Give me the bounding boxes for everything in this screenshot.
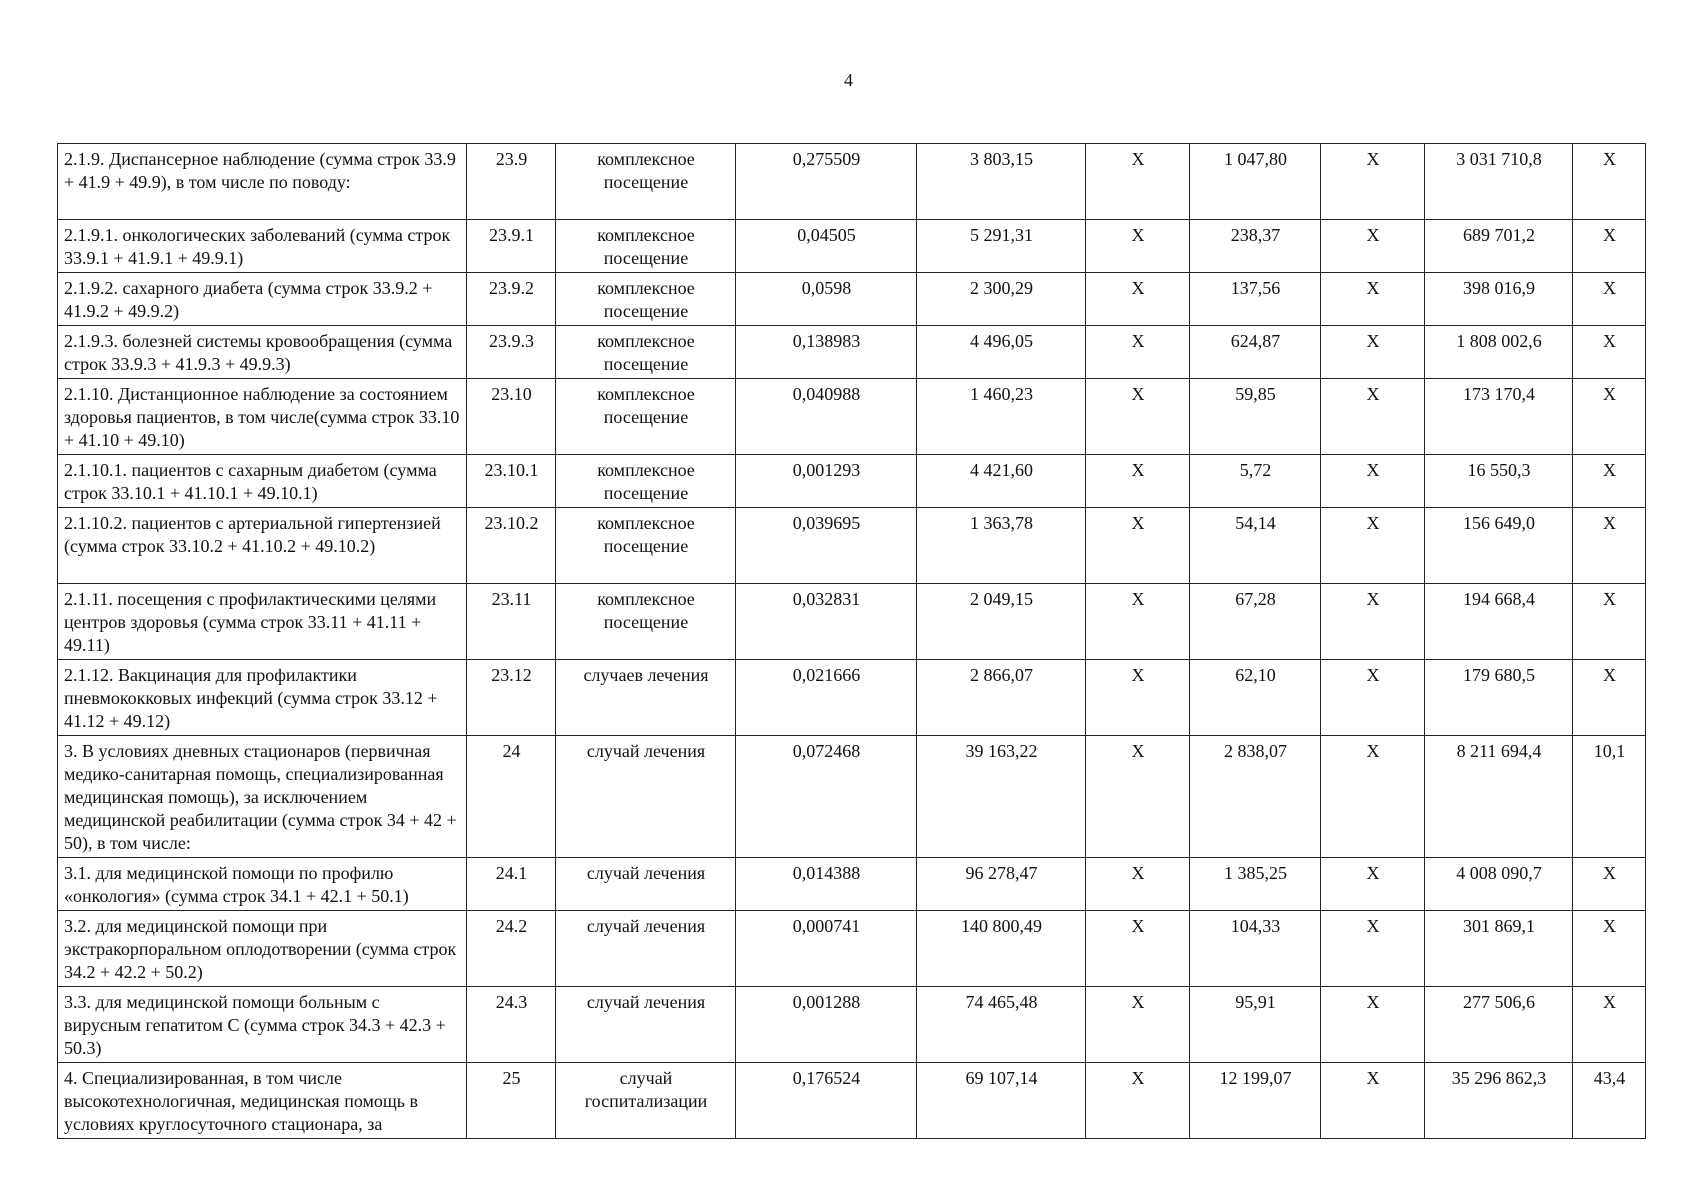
total-cell: 689 701,2 [1425, 220, 1573, 273]
norm-cell: 0,039695 [736, 508, 917, 584]
x-mark-cell: Х [1086, 220, 1190, 273]
line-number-cell: 23.10.2 [467, 508, 556, 584]
x-mark-cell: Х [1086, 736, 1190, 858]
table-row [58, 455, 1646, 508]
table-row [58, 736, 1646, 858]
page-number: 4 [844, 70, 853, 90]
x-mark-cell: Х [1321, 326, 1425, 379]
row-name-cell: 2.1.11. посещения с профилактическими целями центров здоровья (сумма строк 33.11 + 41.11 + 49.11) [58, 584, 467, 660]
share-cell: Х [1573, 660, 1646, 736]
share-cell: 10,1 [1573, 736, 1646, 858]
total-cell: 301 869,1 [1425, 911, 1573, 987]
table-row [58, 858, 1646, 911]
x-mark-cell: Х [1321, 911, 1425, 987]
x-mark-cell: Х [1086, 911, 1190, 987]
line-number-cell: 23.9.2 [467, 273, 556, 326]
norm-cell: 0,275509 [736, 144, 917, 220]
norm-cell: 0,0598 [736, 273, 917, 326]
unit-cell: случай лечения [556, 911, 736, 987]
cost-cell: 3 803,15 [917, 144, 1086, 220]
line-number-cell: 24 [467, 736, 556, 858]
per-capita-cell: 624,87 [1190, 326, 1321, 379]
share-cell: Х [1573, 987, 1646, 1063]
share-cell: 43,4 [1573, 1063, 1646, 1139]
per-capita-cell: 238,37 [1190, 220, 1321, 273]
table-row [58, 584, 1646, 660]
row-name-cell: 2.1.10.1. пациентов с сахарным диабетом (сумма строк 33.10.1 + 41.10.1 + 49.10.1) [58, 455, 467, 508]
norm-cell: 0,000741 [736, 911, 917, 987]
unit-cell: комплексное посещение [556, 326, 736, 379]
x-mark-cell: Х [1321, 858, 1425, 911]
share-cell: Х [1573, 858, 1646, 911]
line-number-cell: 24.3 [467, 987, 556, 1063]
share-cell: Х [1573, 144, 1646, 220]
per-capita-cell: 5,72 [1190, 455, 1321, 508]
unit-cell: комплексное посещение [556, 144, 736, 220]
norm-cell: 0,001293 [736, 455, 917, 508]
data-table [57, 143, 1646, 1139]
total-cell: 398 016,9 [1425, 273, 1573, 326]
norm-cell: 0,072468 [736, 736, 917, 858]
unit-cell: комплексное посещение [556, 455, 736, 508]
row-name-cell: 2.1.12. Вакцинация для профилактики пневмококковых инфекций (сумма строк 33.12 + 41.12 + 49.12) [58, 660, 467, 736]
table-row [58, 326, 1646, 379]
row-name-cell: 2.1.10.2. пациентов с артериальной гипертензией (сумма строк 33.10.2 + 41.10.2 + 49.10.2) [58, 508, 467, 584]
total-cell: 16 550,3 [1425, 455, 1573, 508]
unit-cell: комплексное посещение [556, 379, 736, 455]
x-mark-cell: Х [1086, 455, 1190, 508]
line-number-cell: 23.9 [467, 144, 556, 220]
per-capita-cell: 95,91 [1190, 987, 1321, 1063]
norm-cell: 0,04505 [736, 220, 917, 273]
table-row [58, 144, 1646, 220]
row-name-cell: 2.1.9.1. онкологических заболеваний (сумма строк 33.9.1 + 41.9.1 + 49.9.1) [58, 220, 467, 273]
x-mark-cell: Х [1086, 273, 1190, 326]
cost-cell: 4 421,60 [917, 455, 1086, 508]
unit-cell: случаев лечения [556, 660, 736, 736]
per-capita-cell: 2 838,07 [1190, 736, 1321, 858]
cost-cell: 69 107,14 [917, 1063, 1086, 1139]
unit-cell: комплексное посещение [556, 220, 736, 273]
line-number-cell: 24.2 [467, 911, 556, 987]
line-number-cell: 23.9.1 [467, 220, 556, 273]
per-capita-cell: 104,33 [1190, 911, 1321, 987]
line-number-cell: 25 [467, 1063, 556, 1139]
x-mark-cell: Х [1086, 508, 1190, 584]
norm-cell: 0,040988 [736, 379, 917, 455]
x-mark-cell: Х [1086, 326, 1190, 379]
unit-cell: случай лечения [556, 858, 736, 911]
x-mark-cell: Х [1086, 1063, 1190, 1139]
norm-cell: 0,021666 [736, 660, 917, 736]
norm-cell: 0,032831 [736, 584, 917, 660]
table-row [58, 660, 1646, 736]
table-row [58, 273, 1646, 326]
share-cell: Х [1573, 508, 1646, 584]
per-capita-cell: 137,56 [1190, 273, 1321, 326]
line-number-cell: 24.1 [467, 858, 556, 911]
share-cell: Х [1573, 379, 1646, 455]
total-cell: 1 808 002,6 [1425, 326, 1573, 379]
x-mark-cell: Х [1321, 220, 1425, 273]
table-row [58, 220, 1646, 273]
row-name-cell: 3.2. для медицинской помощи при экстракорпоральном оплодотворении (сумма строк 34.2 + 42.2 + 50.2) [58, 911, 467, 987]
line-number-cell: 23.12 [467, 660, 556, 736]
cost-cell: 1 460,23 [917, 379, 1086, 455]
x-mark-cell: Х [1321, 987, 1425, 1063]
row-name-cell: 3. В условиях дневных стационаров (первичная медико-санитарная помощь, специализированная медицинская помощь), за исключением медицинской реабилитации (сумма строк 34 + 42 + 50), в том числе: [58, 736, 467, 858]
x-mark-cell: Х [1086, 144, 1190, 220]
line-number-cell: 23.10.1 [467, 455, 556, 508]
x-mark-cell: Х [1086, 660, 1190, 736]
x-mark-cell: Х [1321, 736, 1425, 858]
table-row [58, 911, 1646, 987]
row-name-cell: 4. Специализированная, в том числе высокотехнологичная, медицинская помощь в условиях круглосуточного стационара, за [58, 1063, 467, 1139]
cost-cell: 2 049,15 [917, 584, 1086, 660]
row-name-cell: 2.1.9. Диспансерное наблюдение (сумма строк 33.9 + 41.9 + 49.9), в том числе по поводу: [58, 144, 467, 220]
unit-cell: комплексное посещение [556, 584, 736, 660]
share-cell: Х [1573, 273, 1646, 326]
cost-cell: 2 866,07 [917, 660, 1086, 736]
per-capita-cell: 59,85 [1190, 379, 1321, 455]
share-cell: Х [1573, 584, 1646, 660]
x-mark-cell: Х [1321, 273, 1425, 326]
row-name-cell: 2.1.9.2. сахарного диабета (сумма строк 33.9.2 + 41.9.2 + 49.9.2) [58, 273, 467, 326]
cost-cell: 96 278,47 [917, 858, 1086, 911]
unit-cell: комплексное посещение [556, 508, 736, 584]
cost-cell: 140 800,49 [917, 911, 1086, 987]
per-capita-cell: 1 385,25 [1190, 858, 1321, 911]
x-mark-cell: Х [1321, 584, 1425, 660]
x-mark-cell: Х [1086, 379, 1190, 455]
total-cell: 35 296 862,3 [1425, 1063, 1573, 1139]
x-mark-cell: Х [1321, 144, 1425, 220]
per-capita-cell: 1 047,80 [1190, 144, 1321, 220]
line-number-cell: 23.9.3 [467, 326, 556, 379]
total-cell: 156 649,0 [1425, 508, 1573, 584]
total-cell: 173 170,4 [1425, 379, 1573, 455]
cost-cell: 39 163,22 [917, 736, 1086, 858]
x-mark-cell: Х [1086, 584, 1190, 660]
row-name-cell: 3.3. для медицинской помощи больным с вирусным гепатитом С (сумма строк 34.3 + 42.3 + 50.3) [58, 987, 467, 1063]
total-cell: 194 668,4 [1425, 584, 1573, 660]
x-mark-cell: Х [1321, 1063, 1425, 1139]
norm-cell: 0,176524 [736, 1063, 917, 1139]
x-mark-cell: Х [1321, 508, 1425, 584]
row-name-cell: 2.1.10. Дистанционное наблюдение за состоянием здоровья пациентов, в том числе(сумма строк 33.10 + 41.10 + 49.10) [58, 379, 467, 455]
per-capita-cell: 54,14 [1190, 508, 1321, 584]
cost-cell: 4 496,05 [917, 326, 1086, 379]
norm-cell: 0,138983 [736, 326, 917, 379]
norm-cell: 0,001288 [736, 987, 917, 1063]
total-cell: 4 008 090,7 [1425, 858, 1573, 911]
table-row [58, 987, 1646, 1063]
cost-cell: 2 300,29 [917, 273, 1086, 326]
unit-cell: случай лечения [556, 736, 736, 858]
share-cell: Х [1573, 326, 1646, 379]
x-mark-cell: Х [1086, 987, 1190, 1063]
x-mark-cell: Х [1321, 379, 1425, 455]
x-mark-cell: Х [1321, 660, 1425, 736]
table-row [58, 1063, 1646, 1139]
total-cell: 179 680,5 [1425, 660, 1573, 736]
line-number-cell: 23.10 [467, 379, 556, 455]
cost-cell: 74 465,48 [917, 987, 1086, 1063]
per-capita-cell: 62,10 [1190, 660, 1321, 736]
per-capita-cell: 67,28 [1190, 584, 1321, 660]
per-capita-cell: 12 199,07 [1190, 1063, 1321, 1139]
total-cell: 3 031 710,8 [1425, 144, 1573, 220]
total-cell: 277 506,6 [1425, 987, 1573, 1063]
cost-cell: 1 363,78 [917, 508, 1086, 584]
x-mark-cell: Х [1321, 455, 1425, 508]
share-cell: Х [1573, 911, 1646, 987]
unit-cell: комплексное посещение [556, 273, 736, 326]
unit-cell: случай госпитализации [556, 1063, 736, 1139]
line-number-cell: 23.11 [467, 584, 556, 660]
total-cell: 8 211 694,4 [1425, 736, 1573, 858]
x-mark-cell: Х [1086, 858, 1190, 911]
row-name-cell: 2.1.9.3. болезней системы кровообращения (сумма строк 33.9.3 + 41.9.3 + 49.9.3) [58, 326, 467, 379]
unit-cell: случай лечения [556, 987, 736, 1063]
norm-cell: 0,014388 [736, 858, 917, 911]
share-cell: Х [1573, 455, 1646, 508]
cost-cell: 5 291,31 [917, 220, 1086, 273]
share-cell: Х [1573, 220, 1646, 273]
table-row [58, 379, 1646, 455]
row-name-cell: 3.1. для медицинской помощи по профилю «онкология» (сумма строк 34.1 + 42.1 + 50.1) [58, 858, 467, 911]
table-row [58, 508, 1646, 584]
